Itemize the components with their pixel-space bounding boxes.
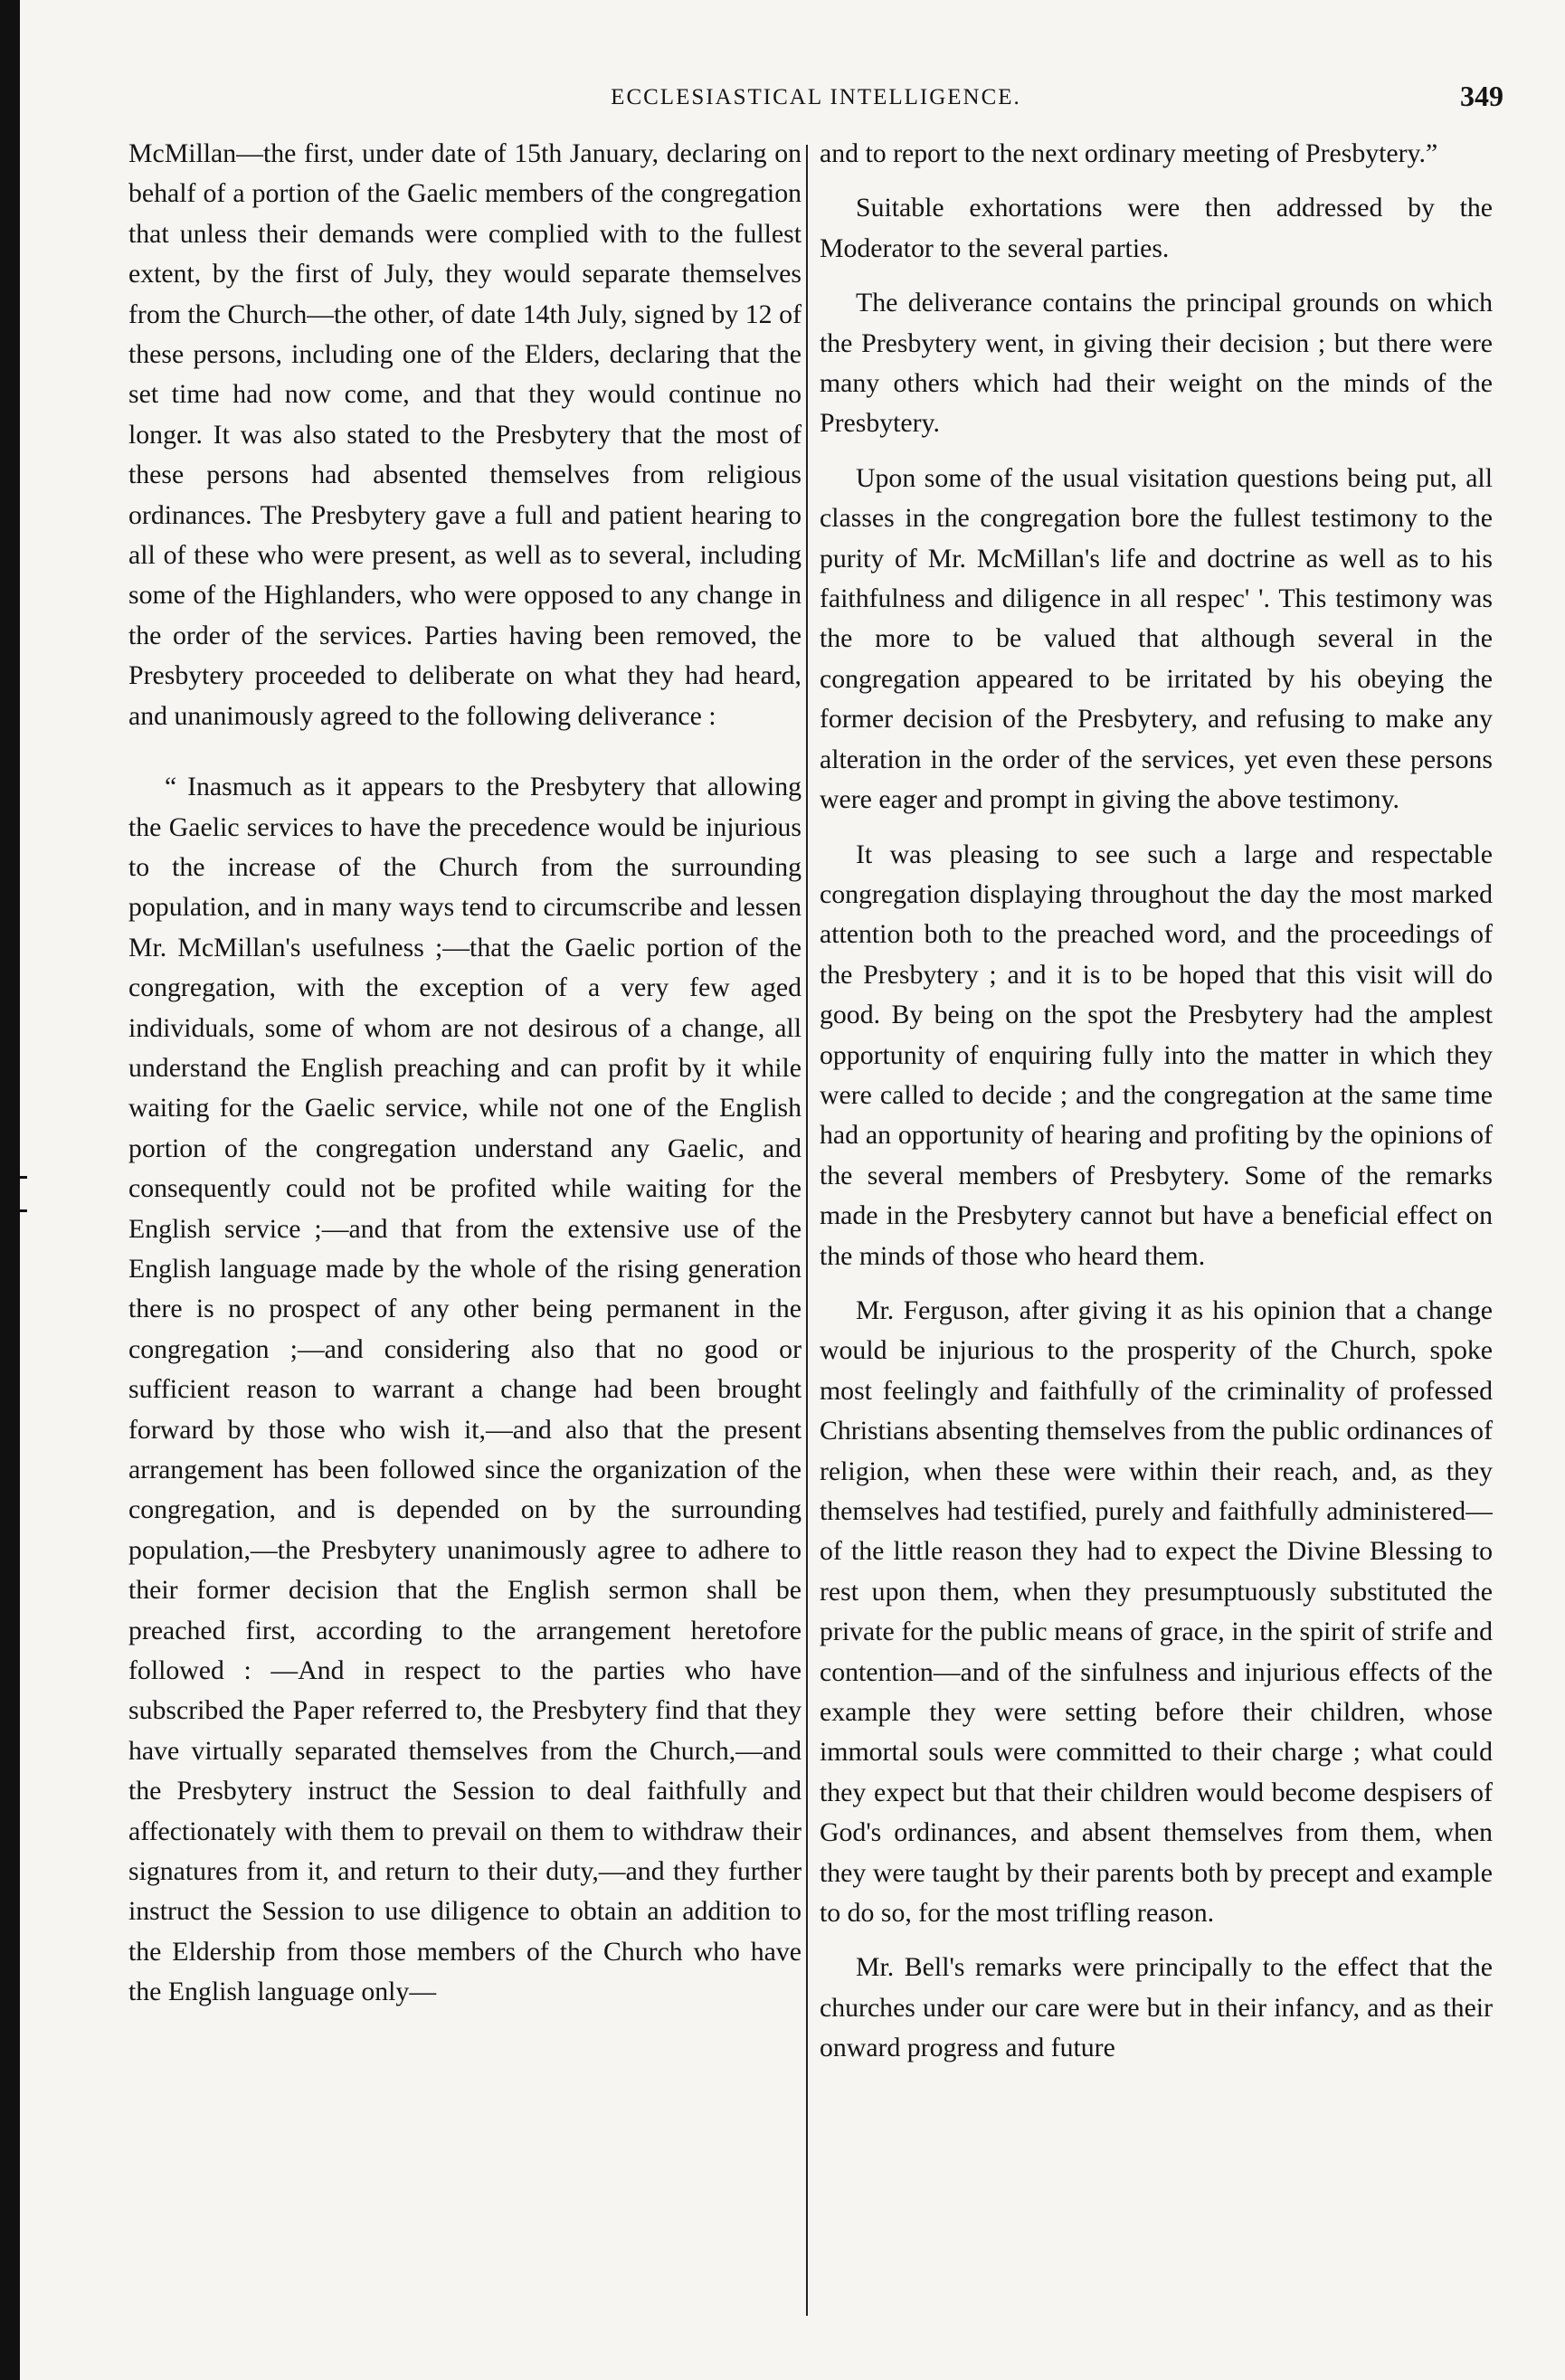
- paragraph-deliverance-quote: “ Inasmuch as it appears to the Presbytery that allowing the Gaelic services to have the precedence would be injurious to the increase of the Church from the surrounding population, and in many ways tend to circumscribe and lessen Mr. McMillan's usefulness ;—that the Gaelic portion of the congregation, with the exception of a very few aged individuals, some of whom are not desirous of a change, all understand the English preaching and can profit by it while waiting for the Gaelic service, while not one of the English portion of the congregation understand any Gaelic, and consequently could not be profited while waiting for the English service ;—and that from the extensive use of the English language made by the whole of the rising generation there is no prospect of any other being permanent in the congregation ;—and considering also that no good or sufficient reason to warrant a change had been brought forward by those who wish it,—and also that the present arrangement has been followed since the organization of the congregation, and is depended on by the surrounding population,—the Presbytery unanimously agree to adhere to their former decision that the English sermon shall be preached first, according to the arrangement heretofore followed : —And in respect to the parties who have subscribed the Paper referred to, the Presbytery find that they have virtually separated themselves from the Church,—and the Presbytery instruct the Session to deal faithfully and affectionately with them to prevail on them to withdraw their signatures from it, and return to their duty,—and they further instruct the Session to use diligence to obtain an addition to the Eldership from those members of the Church who have the English language only—: [128, 772, 801, 2007]
- paragraph: and to report to the next ordinary meeting of Presbytery.”: [820, 138, 1438, 168]
- page-edge-bar: [0, 0, 20, 2380]
- paragraph: Suitable exhortations were then addressed by the Moderator to the several parties.: [820, 193, 1493, 263]
- paragraph: It was pleasing to see such a large and respectable congregation displaying throughout the day the most marked attention both to the preached word, and the proceedings of the Presbytery ; and it is to be hoped that this visit will do good. By being on the spot the Presbytery had the amplest opportunity of enquiring fully into the matter in which they were called to decide ; and the congregation at the same time had an opportunity of hearing and profiting by the opinions of the several members of Presbytery. Some of the remarks made in the Presbytery cannot but have a beneficial effect on the minds of those who heard them.: [820, 839, 1493, 1271]
- left-column: [128, 134, 801, 2332]
- running-head: ECCLESIASTICAL INTELLIGENCE.: [611, 85, 1021, 109]
- paragraph: Upon some of the usual visitation questions being put, all classes in the congregation bore the fullest testimony to the purity of Mr. McMillan's life and doctrine as well as to his faithfulness and diligence in all respec' '. This testimony was the more to be valued that although several in the congregation appeared to be irritated by his obeying the former decision of the Presbytery, and refusing to make any alteration in the order of the services, yet even these persons were eager and prompt in giving the above testimony.: [820, 462, 1493, 815]
- paragraph: The deliverance contains the principal grounds on which the Presbytery went, in giving their decision ; but there were many others which had their weight on the minds of the Presbytery.: [820, 288, 1493, 439]
- page-edge-notch: [20, 1176, 27, 1212]
- paragraph: McMillan—the first, under date of 15th January, declaring on behalf of a portion of the Gaelic members of the congregation that unless their demands were complied with to the fullest extent, by the first of July, they would separate themselves from the Church—the other, of date 14th July, signed by 12 of these persons, including one of the Elders, declaring that the set time had now come, and that they would continue no longer. It was also stated to the Presbytery that the most of these persons had absented themselves from religious ordinances. The Presbytery gave a full and patient hearing to all of these who were present, as well as to several, including some of the Highlanders, who were opposed to any change in the order of the services. Parties having been removed, the Presbytery proceeded to deliberate on what they had heard, and unanimously agreed to the following deliverance :: [128, 138, 801, 731]
- page-header: [128, 80, 1503, 116]
- paragraph: Mr. Bell's remarks were principally to the effect that the churches under our care were but in their infancy, and as their onward progress and future: [820, 1952, 1493, 2063]
- paragraph: Mr. Ferguson, after giving it as his opinion that a change would be injurious to the prosperity of the Church, spoke most feelingly and faithfully of the criminality of professed Christians absenting themselves from the public ordinances of religion, when these were within their reach, and, as they themselves had testified, purely and faithfully administered—of the little reason they had to expect the Divine Blessing to rest upon them, when they presumptuously substituted the private for the public means of grace, in the spirit of strife and contention—and of the sinfulness and injurious effects of the example they were setting before their children, whose immortal souls were committed to their charge ; what could they expect but that their children would become despisers of God's ordinances, and absent themselves from them, when they were taught by their parents both by precept and example to do so, for the most trifling reason.: [820, 1294, 1493, 1929]
- page-number: 349: [1460, 80, 1503, 112]
- right-column: [820, 134, 1493, 2332]
- column-divider: [806, 145, 808, 2316]
